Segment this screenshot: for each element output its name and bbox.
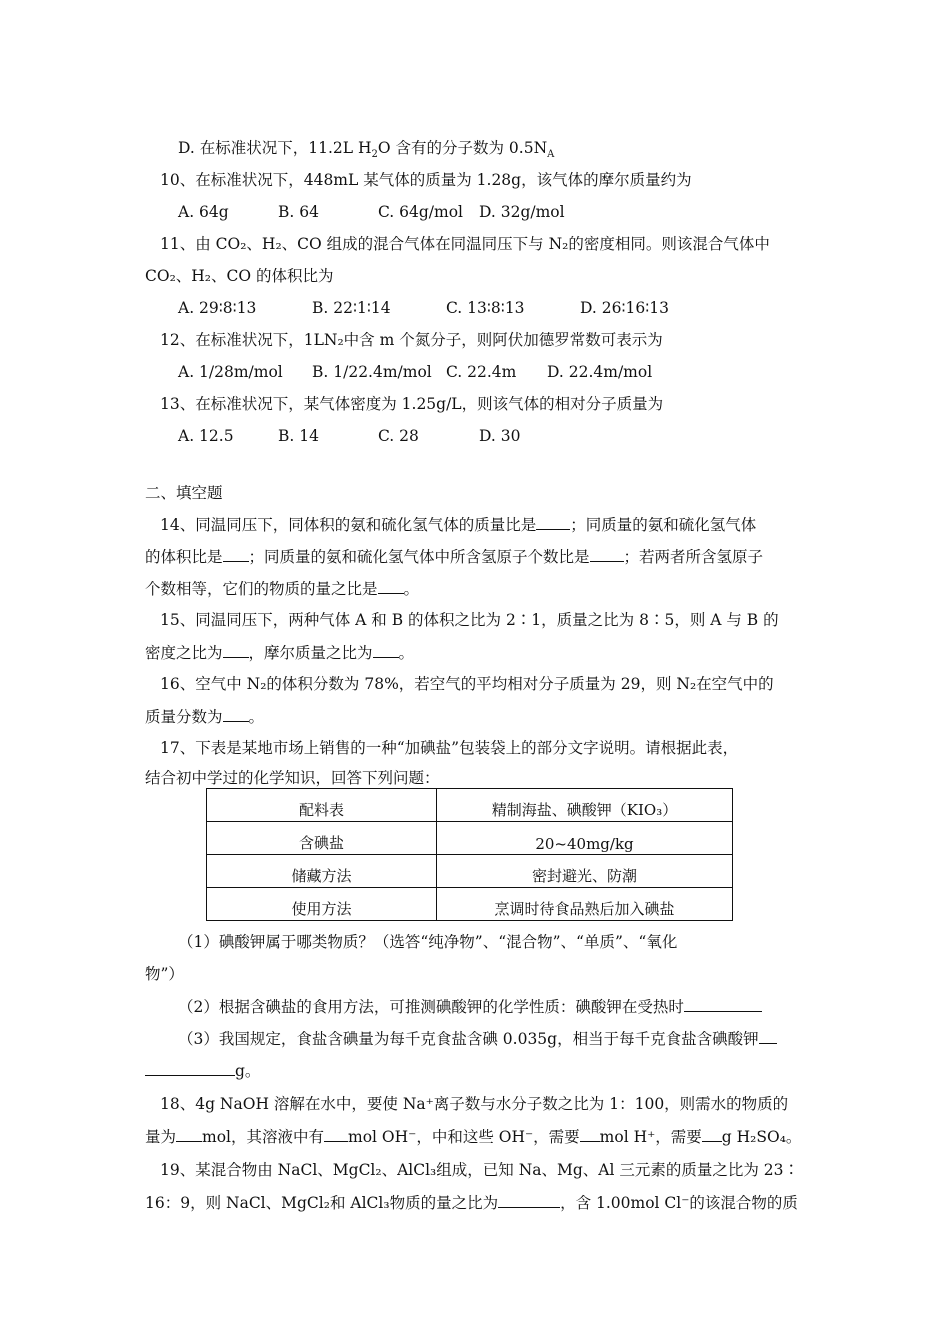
q12-stem: 12、在标准状况下，1LN₂中含 m 个氮分子，则阿伏加德罗常数可表示为	[160, 331, 663, 349]
q11-options	[178, 298, 669, 318]
answer-blank[interactable]	[223, 642, 249, 658]
answer-blank[interactable]	[580, 1126, 600, 1142]
q11-stem-line1: 11、由 CO₂、H₂、CO 组成的混合气体在同温同压下与 N₂的密度相同。则该混合气体中	[160, 235, 770, 253]
answer-blank[interactable]	[684, 996, 762, 1012]
q15-line2: 密度之比为 ，摩尔质量之比为 。	[145, 644, 415, 662]
answer-blank[interactable]	[223, 546, 249, 562]
q13-option-c: C. 28	[378, 427, 419, 445]
q9-option-d: D. 在标准状况下，11.2L $H_2O$ 含有的分子数为 $0.5N_A$	[178, 139, 555, 161]
q18-line2: 量为 mol，其溶液中有 mol OH⁻，中和这些 OH⁻，需要 mol H⁺，需要 g H₂SO₄。	[145, 1128, 802, 1146]
q17-line1: 17、下表是某地市场上销售的一种“加碘盐”包装袋上的部分文字说明。请根据此表，	[160, 739, 739, 757]
q11-option-a: A. 29∶8∶13	[178, 299, 257, 317]
answer-blank[interactable]	[223, 706, 249, 722]
q10-option-d: D. 32g/mol	[479, 203, 565, 221]
answer-blank[interactable]	[373, 642, 399, 658]
table-row	[207, 822, 733, 855]
q13-options	[178, 426, 520, 446]
q17-line2: 结合初中学过的化学知识，回答下列问题：	[145, 769, 440, 787]
table-cell: 含碘盐	[207, 822, 437, 855]
section-heading-fill-in: 二、填空题	[145, 484, 223, 502]
q17-sub1-line2: 物”）	[145, 965, 184, 983]
q14-line1: 14、同温同压下，同体积的氨和硫化氢气体的质量比是 ；同质量的氨和硫化氢气体	[160, 516, 757, 534]
answer-blank[interactable]	[498, 1192, 560, 1208]
answer-blank[interactable]	[536, 514, 570, 530]
q15-line1: 15、同温同压下，两种气体 A 和 B 的体积之比为 2∶1，质量之比为 8∶5，则 A 与 B 的	[160, 611, 779, 629]
q17-sub3-line1: （3）我国规定，食盐含碘量为每千克食盐含碘 0.035g，相当于每千克食盐含碘酸钾	[178, 1028, 777, 1049]
q14-line2: 的体积比是 ；同质量的氨和硫化氢气体中所含氢原子个数比是 ；若两者所含氢原子	[145, 548, 764, 566]
q10-option-a: A. 64g	[178, 203, 229, 221]
table-cell: 储藏方法	[207, 855, 437, 888]
q10-stem: 10、在标准状况下，448mL 某气体的质量为 1.28g，该气体的摩尔质量约为	[160, 171, 692, 189]
q11-option-b: B. 22∶1∶14	[312, 299, 391, 317]
answer-blank[interactable]	[176, 1126, 202, 1142]
q17-sub1-line1: （1）碘酸钾属于哪类物质？（选答“纯净物”、“混合物”、“单质”、“氧化	[178, 933, 678, 951]
q16-line1: 16、空气中 N₂的体积分数为 78%，若空气的平均相对分子质量为 29，则 N₂在空气中的	[160, 675, 774, 693]
q13-option-a: A. 12.5	[178, 427, 234, 445]
answer-blank[interactable]	[324, 1126, 348, 1142]
answer-blank[interactable]	[145, 1060, 235, 1076]
table-cell: 密封避光、防潮	[437, 855, 733, 888]
table-cell: 20~40mg/kg	[437, 822, 733, 855]
table-row	[207, 888, 733, 921]
table-cell: 烹调时待食品熟后加入碘盐	[437, 888, 733, 921]
answer-blank[interactable]	[590, 546, 624, 562]
table-cell: 使用方法	[207, 888, 437, 921]
q10-options	[178, 202, 565, 222]
table-cell: 精制海盐、碘酸钾（KIO₃）	[437, 789, 733, 822]
answer-blank[interactable]	[702, 1126, 722, 1142]
q17-sub3-line2: g。	[145, 1060, 260, 1081]
q18-line1: 18、4g NaOH 溶解在水中，要使 Na⁺离子数与水分子数之比为 1：100，则需水的物质的	[160, 1095, 789, 1113]
q14-line3: 个数相等，它们的物质的量之比是 。	[145, 580, 420, 598]
iodized-salt-table	[206, 788, 733, 921]
answer-blank[interactable]	[378, 578, 404, 594]
table-row	[207, 855, 733, 888]
q17-sub2: （2）根据含碘盐的食用方法，可推测碘酸钾的化学性质：碘酸钾在受热时	[178, 996, 762, 1017]
q12-options	[178, 362, 652, 382]
q19-line1: 19、某混合物由 NaCl、MgCl₂、AlCl₃组成，已知 Na、Mg、Al 三元素的质量之比为 23∶	[160, 1161, 800, 1179]
q16-line2: 质量分数为 。	[145, 708, 265, 726]
q11-option-c: C. 13∶8∶13	[446, 299, 525, 317]
answer-blank[interactable]	[759, 1028, 777, 1044]
q13-option-b: B. 14	[278, 427, 319, 445]
q12-option-d: D. 22.4m/mol	[547, 363, 653, 381]
q11-option-d: D. 26∶16∶13	[580, 299, 669, 317]
q11-stem-line2: CO₂、H₂、CO 的体积比为	[145, 267, 334, 285]
table-row	[207, 789, 733, 822]
q19-line2: 16：9，则 NaCl、MgCl₂和 AlCl₃物质的量之比为 ，含 1.00mol Cl⁻的该混合物的质	[145, 1194, 798, 1212]
q10-option-c: C. 64g/mol	[378, 203, 464, 221]
q13-option-d: D. 30	[479, 427, 521, 445]
q10-option-b: B. 64	[278, 203, 319, 221]
q12-option-a: A. 1/28m/mol	[178, 363, 283, 381]
q13-stem: 13、在标准状况下，某气体密度为 1.25g/L，则该气体的相对分子质量为	[160, 395, 664, 413]
table-cell: 配料表	[207, 789, 437, 822]
q12-option-b: B. 1/22.4m/mol	[312, 363, 432, 381]
q12-option-c: C. 22.4m	[446, 363, 517, 381]
